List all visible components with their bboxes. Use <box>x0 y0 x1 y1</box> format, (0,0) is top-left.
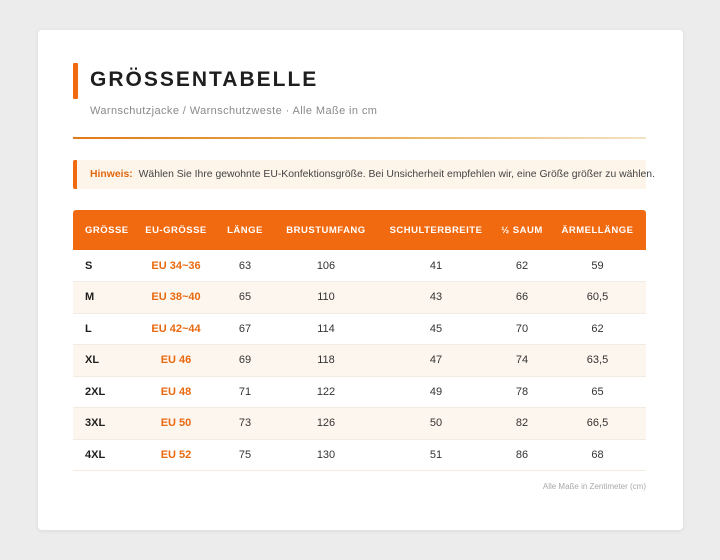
cell-eu-size: EU 46 <box>137 345 215 377</box>
table-row <box>73 376 646 408</box>
header-cell-eu-size: EU-GRÖSSE <box>137 210 215 250</box>
cell-eu-size: EU 42~44 <box>137 313 215 345</box>
size-table <box>73 210 646 471</box>
header-cell-shoulder: SCHULTERBREITE <box>377 210 495 250</box>
cell-eu-size: EU 48 <box>137 376 215 408</box>
cell-shoulder: 47 <box>377 345 495 377</box>
hint-text: Wählen Sie Ihre gewohnte EU-Konfektionsgröße. Bei Unsicherheit empfehlen wir, eine Größe größer zu wählen. <box>138 169 655 180</box>
cell-sleeve: 62 <box>549 313 646 345</box>
cell-half-hem: 66 <box>495 282 549 314</box>
header-divider <box>73 137 646 139</box>
cell-chest: 110 <box>275 282 377 314</box>
cell-chest: 130 <box>275 439 377 471</box>
cell-half-hem: 74 <box>495 345 549 377</box>
cell-eu-size: EU 34~36 <box>137 250 215 282</box>
table-header-row <box>73 210 646 250</box>
cell-chest: 126 <box>275 408 377 440</box>
title-accent-bar <box>73 63 78 99</box>
cell-chest: 122 <box>275 376 377 408</box>
cell-shoulder: 41 <box>377 250 495 282</box>
cell-length: 71 <box>215 376 275 408</box>
cell-length: 69 <box>215 345 275 377</box>
cell-length: 65 <box>215 282 275 314</box>
page-subtitle: Warnschutzjacke / Warnschutzweste · Alle Maße in cm <box>90 105 378 117</box>
cell-sleeve: 66,5 <box>549 408 646 440</box>
cell-shoulder: 49 <box>377 376 495 408</box>
cell-size: 2XL <box>73 376 137 408</box>
cell-size: M <box>73 282 137 314</box>
cell-eu-size: EU 50 <box>137 408 215 440</box>
cell-shoulder: 45 <box>377 313 495 345</box>
cell-eu-size: EU 38~40 <box>137 282 215 314</box>
cell-size: 3XL <box>73 408 137 440</box>
hint-label: Hinweis: <box>90 169 133 180</box>
table-row <box>73 282 646 314</box>
cell-chest: 118 <box>275 345 377 377</box>
cell-sleeve: 59 <box>549 250 646 282</box>
cell-half-hem: 62 <box>495 250 549 282</box>
hint-box <box>73 160 655 189</box>
header-cell-length: LÄNGE <box>215 210 275 250</box>
table-row <box>73 313 646 345</box>
cell-sleeve: 63,5 <box>549 345 646 377</box>
cell-size: XL <box>73 345 137 377</box>
cell-length: 75 <box>215 439 275 471</box>
header-cell-size: GRÖSSE <box>73 210 137 250</box>
page-title: GRÖSSENTABELLE <box>90 68 319 91</box>
cell-shoulder: 43 <box>377 282 495 314</box>
cell-half-hem: 86 <box>495 439 549 471</box>
size-chart-card <box>38 30 683 530</box>
cell-chest: 114 <box>275 313 377 345</box>
table-row <box>73 439 646 471</box>
cell-length: 73 <box>215 408 275 440</box>
cell-shoulder: 51 <box>377 439 495 471</box>
header-cell-half-hem: ½ SAUM <box>495 210 549 250</box>
cell-length: 63 <box>215 250 275 282</box>
cell-eu-size: EU 52 <box>137 439 215 471</box>
table-row <box>73 250 646 282</box>
cell-shoulder: 50 <box>377 408 495 440</box>
cell-half-hem: 70 <box>495 313 549 345</box>
cell-half-hem: 82 <box>495 408 549 440</box>
cell-chest: 106 <box>275 250 377 282</box>
table-row <box>73 345 646 377</box>
cell-sleeve: 68 <box>549 439 646 471</box>
cell-sleeve: 60,5 <box>549 282 646 314</box>
cell-size: 4XL <box>73 439 137 471</box>
table-body <box>73 250 646 471</box>
cell-size: S <box>73 250 137 282</box>
cell-size: L <box>73 313 137 345</box>
header-cell-sleeve: ÄRMELLÄNGE <box>549 210 646 250</box>
footnote: Alle Maße in Zentimeter (cm) <box>542 482 646 491</box>
table-row <box>73 408 646 440</box>
cell-length: 67 <box>215 313 275 345</box>
cell-sleeve: 65 <box>549 376 646 408</box>
header-cell-chest: BRUSTUMFANG <box>275 210 377 250</box>
cell-half-hem: 78 <box>495 376 549 408</box>
